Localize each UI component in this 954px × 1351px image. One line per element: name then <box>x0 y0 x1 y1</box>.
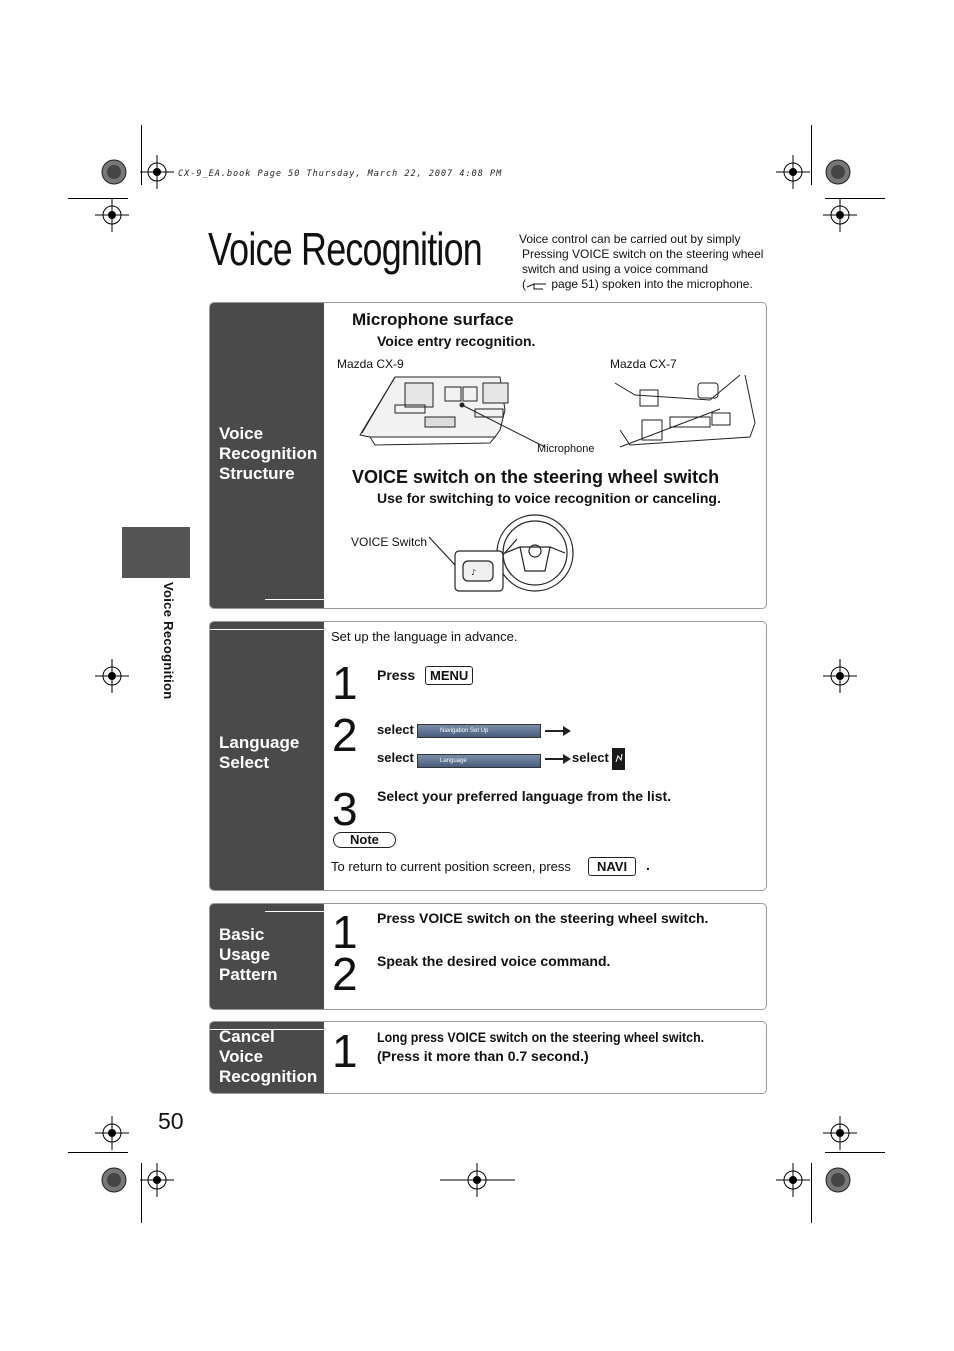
page-title: Voice Recognition <box>208 223 482 275</box>
section-structure <box>209 302 767 609</box>
note-label: Note <box>333 832 396 848</box>
step1-text: Press <box>377 667 416 683</box>
select-label: select <box>377 750 414 765</box>
section-heading <box>219 424 317 484</box>
arrow-icon <box>545 730 569 732</box>
step3-text: Select your preferred language from the list. <box>377 788 672 804</box>
intro-line-2: Pressing VOICE switch on the steering wheel <box>522 247 764 261</box>
menu-button[interactable] <box>425 666 473 685</box>
language-item-label: Language <box>440 758 467 764</box>
arrow-icon <box>545 758 569 760</box>
cx9-label: Mazda CX-9 <box>337 357 404 371</box>
navi-button[interactable] <box>588 857 636 876</box>
section-header <box>210 303 324 608</box>
language-intro: Set up the language in advance. <box>331 629 518 644</box>
section-heading <box>219 733 299 773</box>
heading-line: Basic <box>219 925 265 944</box>
heading-line: Recognition <box>219 1067 318 1086</box>
divider <box>210 629 324 630</box>
cancel-step1-line1: Long press VOICE switch on the steering wheel switch. <box>377 1030 705 1045</box>
side-tab <box>122 527 190 578</box>
cancel-step1-line2: (Press it more than 0.7 second.) <box>377 1048 589 1064</box>
section-language <box>209 621 767 891</box>
side-label: Voice Recognition <box>161 582 176 700</box>
print-header: CX-9_EA.book Page 50 Thursday, March 22, 2007 4:08 PM <box>178 169 503 179</box>
divider <box>265 911 324 912</box>
svg-text:♪: ♪ <box>471 568 477 577</box>
voice-language-button[interactable] <box>612 748 625 770</box>
intro-line-4 <box>519 277 769 292</box>
select-label: select <box>572 750 609 765</box>
heading-line: Voice <box>219 1047 264 1066</box>
microphone-label: Microphone <box>537 443 595 455</box>
heading-line: Cancel <box>219 1027 275 1046</box>
note-text: To return to current position screen, press <box>331 859 571 874</box>
step-number: 3 <box>332 783 358 835</box>
step-number: 1 <box>332 1025 358 1077</box>
heading-line: Usage <box>219 945 271 964</box>
navi-key-label: NAVI <box>588 857 636 876</box>
intro-text <box>519 232 769 292</box>
menu-key-label: MENU <box>425 666 473 685</box>
mic-sub: Voice entry recognition. <box>377 333 536 349</box>
step-number: 1 <box>332 657 358 709</box>
select-label: select <box>377 722 414 737</box>
switch-sub: Use for switching to voice recognition or canceling. <box>377 490 721 506</box>
intro-line-1: Voice control can be carried out by simply <box>519 232 741 246</box>
note-badge <box>333 831 396 849</box>
heading-line: Voice <box>219 424 264 443</box>
intro-line-4-text: page 51) spoken into the microphone. <box>551 277 753 291</box>
period: . <box>646 857 650 873</box>
section-header <box>210 622 324 890</box>
section-heading <box>219 1027 317 1087</box>
voice-switch-label: VOICE Switch <box>351 535 428 549</box>
section-header <box>210 904 324 1009</box>
step-number: 1 <box>332 906 358 958</box>
heading-line: Language <box>219 733 300 752</box>
section-heading <box>219 925 278 985</box>
heading-line: Recognition <box>219 444 318 463</box>
navigation-setup-item[interactable] <box>417 724 541 738</box>
switch-title: VOICE switch on the steering wheel switch <box>352 467 720 487</box>
heading-line: Select <box>219 753 270 772</box>
intro-ref-prefix: ( <box>522 277 526 291</box>
language-item[interactable] <box>417 754 541 768</box>
basic-step1-text: Press VOICE switch on the steering wheel switch. <box>377 910 709 926</box>
reference-hand-icon <box>526 280 548 290</box>
heading-line: Pattern <box>219 965 278 984</box>
heading-line: Structure <box>219 464 295 483</box>
intro-line-3: switch and using a voice command <box>522 262 709 276</box>
step-number: 2 <box>332 948 358 1000</box>
section-cancel <box>209 1021 767 1094</box>
steering-wheel-illustration <box>425 509 575 601</box>
section-header <box>210 1022 324 1093</box>
divider <box>265 599 324 600</box>
step-number: 2 <box>332 709 358 761</box>
page-number: 50 <box>158 1108 184 1134</box>
navigation-setup-item-label: Navigation Set Up <box>440 728 489 734</box>
mic-title: Microphone surface <box>352 310 514 329</box>
cx7-label: Mazda CX-7 <box>610 357 677 371</box>
basic-step2-text: Speak the desired voice command. <box>377 953 611 969</box>
voice-icon <box>612 748 625 770</box>
section-basic <box>209 903 767 1010</box>
